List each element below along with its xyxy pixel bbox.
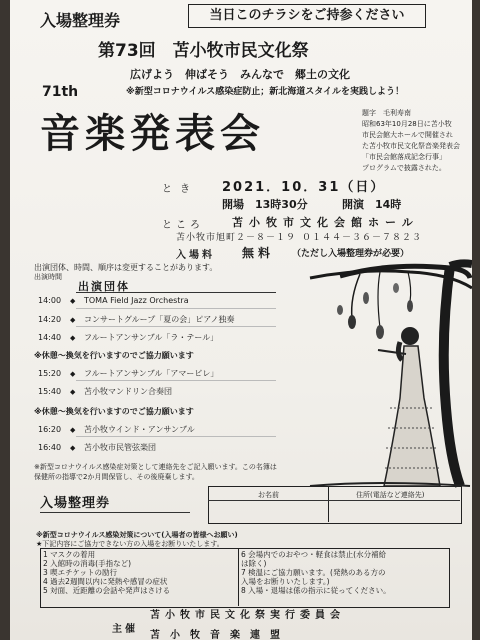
edition-label: 71th	[42, 84, 79, 100]
note-line: プログラムで披露された。	[362, 164, 446, 172]
performer-header: 出演団体	[78, 280, 130, 293]
note-line: 市民会館大ホールで開催され	[362, 131, 453, 139]
when-label: とき	[162, 184, 198, 195]
diamond-icon: ◆	[70, 444, 76, 452]
measure-item: 4 過去2週間以内に発熱や感冒の症状	[43, 577, 168, 586]
covid-measures-subheading: ★下記内容にご協力できない方の入場をお断りいたします。	[36, 540, 224, 548]
doors-open: 開場 13時30分	[222, 198, 308, 211]
flyer-page	[10, 0, 472, 640]
measure-item: 1 マスクの着用	[43, 550, 96, 559]
note-line: 昭和63年10月28日に苫小牧	[362, 120, 452, 128]
note-line: 「市民会館落成記念行事」	[362, 153, 446, 161]
left-column	[43, 550, 170, 595]
organizer-committee: 苫小牧市民文化祭実行委員会	[150, 610, 345, 621]
table-divider	[238, 548, 239, 606]
row-performer: 苫小牧市民管弦楽団	[84, 443, 156, 452]
contact-note: ※新型コロナウイルス感染症対策として連絡先をご記入願います。この名簿は	[34, 463, 277, 471]
measure-item: 6 会場内でのおやつ・軽食は禁止(水分補給	[241, 550, 387, 559]
calligraphy-note	[362, 108, 460, 174]
break-notice: ※休憩～換気を行いますのでご協力願います	[34, 351, 194, 360]
row-performer: TOMA Field Jazz Orchestra	[84, 296, 189, 305]
organizer-federation: 苫小牧音楽連盟	[150, 630, 290, 640]
event-date: 2021．10．31（日）	[222, 180, 386, 195]
measure-item: 8 入場・退場は係の指示に従ってください。	[241, 586, 391, 595]
fee-value: 無料	[242, 246, 275, 260]
contact-note: 保健所の指導で2か月間保管し、その後廃棄します。	[34, 473, 199, 481]
note-line: た苫小牧市民文化祭音楽発表会	[362, 142, 460, 150]
row-rule	[76, 436, 276, 437]
program-row	[38, 442, 156, 453]
illustration-woman-under-tree	[300, 258, 472, 490]
row-performer: 苫小牧ウインド・アンサンブル	[84, 425, 195, 434]
header-rule	[76, 292, 276, 293]
diamond-icon: ◆	[70, 297, 76, 305]
show-start: 開演 14時	[342, 198, 402, 211]
row-performer: 苫小牧マンドリン合奏団	[84, 387, 172, 396]
time-header: 出演時間	[34, 273, 62, 281]
ticket-heading: 入場整理券	[40, 11, 121, 30]
program-row	[38, 386, 172, 397]
row-time: 14:00	[38, 296, 62, 305]
slogan: 広げよう 伸ばそう みんなで 郷土の文化	[130, 68, 350, 81]
measure-item: 7 検温にご協力願います。(発熱のある方の	[241, 568, 386, 577]
row-performer: コンサートグループ「夏の会」ピアノ独奏	[84, 315, 235, 324]
name-entry-field[interactable]	[208, 500, 328, 522]
measure-item: 入場をお断りいたします。)	[241, 577, 330, 586]
row-rule	[76, 380, 276, 381]
diamond-icon: ◆	[70, 426, 76, 434]
program-row	[38, 424, 195, 435]
row-time: 15:40	[38, 387, 62, 396]
program-row	[38, 332, 218, 343]
venue-name: 苫小牧市文化会館ホール	[232, 216, 419, 229]
break-notice: ※休憩～換気を行いますのでご協力願います	[34, 407, 194, 416]
row-time: 14:40	[38, 333, 62, 342]
right-column	[241, 550, 391, 595]
venue-address: 苫小牧市旭町２－８－１９	[176, 233, 297, 243]
name-header: お名前	[258, 491, 279, 499]
measure-item: 5 対面、近距離の会話や発声はさける	[43, 586, 171, 595]
program-row	[38, 314, 235, 325]
fee-label: 入場料	[176, 250, 215, 261]
address-entry-field[interactable]	[328, 500, 460, 522]
row-performer: フルートアンサンブル「アマービレ」	[84, 369, 219, 378]
row-time: 14:20	[38, 315, 62, 324]
diamond-icon: ◆	[70, 334, 76, 342]
measure-item: は除く)	[241, 559, 267, 568]
diamond-icon: ◆	[70, 316, 76, 324]
measure-item: 3 喫エチケットの励行	[43, 568, 117, 577]
ticket-label: 入場整理券	[40, 496, 111, 511]
row-time: 16:40	[38, 443, 62, 452]
fee-note: （ただし入場整理券が必要）	[292, 249, 410, 259]
program-change-note: 出演団体、時間、順序は変更することがあります。	[34, 263, 218, 272]
festival-title: 第73回 苫小牧市民文化祭	[98, 41, 309, 61]
venue-phone: ０１４４－３６－７８２３	[302, 233, 423, 243]
program-row	[38, 368, 218, 379]
note-line: 題字 毛利寿南	[362, 109, 411, 117]
row-performer: フルートアンサンブル「ラ・テール」	[84, 333, 219, 342]
program-row	[38, 296, 189, 305]
bring-flyer-notice: 当日このチラシをご持参ください	[188, 4, 426, 28]
diamond-icon: ◆	[70, 388, 76, 396]
row-rule	[76, 308, 276, 309]
covid-measures-heading: ※新型コロナウイルス感染対策について(入場者の皆様へお願い)	[36, 531, 238, 539]
row-time: 16:20	[38, 425, 62, 434]
row-rule	[76, 326, 276, 327]
address-header: 住所(電話など連絡先)	[356, 491, 425, 499]
covid-top-notice: ※新型コロナウイルス感染症防止；新北海道スタイルを実践しよう！	[126, 87, 405, 97]
concert-title: 音楽発表会	[40, 110, 265, 157]
where-label: ところ	[162, 220, 204, 231]
ticket-rule	[40, 512, 190, 513]
measure-item: 2 入館時の消毒(手指など)	[43, 559, 132, 568]
row-time: 15:20	[38, 369, 62, 378]
diamond-icon: ◆	[70, 370, 76, 378]
organizer-label: 主催	[112, 624, 138, 635]
